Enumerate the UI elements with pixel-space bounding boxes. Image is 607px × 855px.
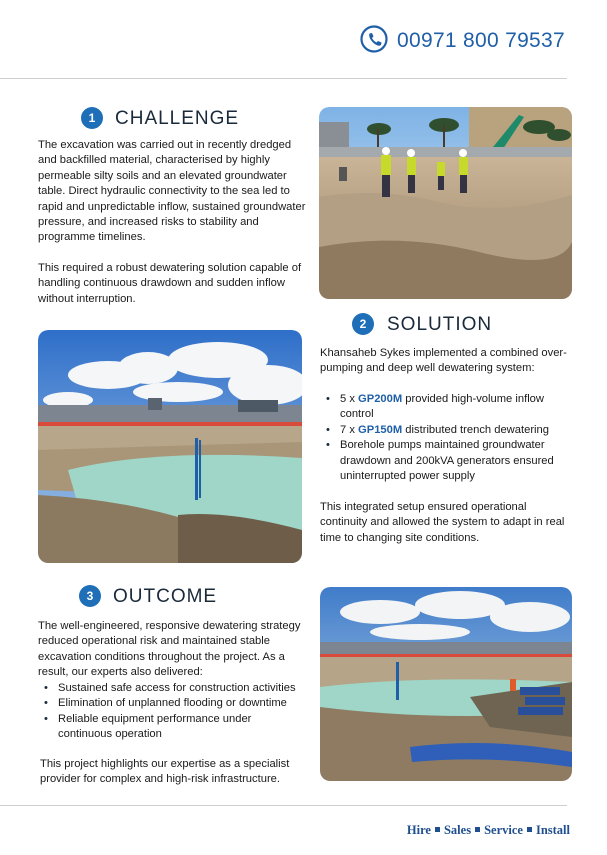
footer-item: Service (484, 823, 523, 837)
solution-bullet-list (320, 392, 570, 484)
challenge-heading: CHALLENGE (115, 108, 240, 129)
solution-closing: This integrated setup ensured operational continuity and allowed the system to adapt in real time to changing site conditions. (320, 501, 565, 544)
outcome-bullet-list (38, 681, 308, 743)
section-number-badge: 3 (79, 585, 101, 607)
challenge-paragraph-2: This required a robust dewatering solution capable of handling continuous drawdown and sudden inflow without interruption. (38, 261, 302, 305)
list-item: • Sustained safe access for construction activities (38, 681, 308, 696)
footer-services (407, 823, 570, 838)
square-bullet-icon (435, 827, 440, 832)
header-divider (0, 78, 567, 79)
footer-divider (0, 805, 567, 806)
outcome-intro: The well-engineered, responsive dewatering strategy reduced operational risk and maintained stable excavation conditions throughout the project. As a result, our experts also delivered: (38, 620, 301, 679)
section-number-badge: 1 (81, 107, 103, 129)
footer-item: Hire (406, 823, 431, 837)
solution-intro: Khansaheb Sykes implemented a combined over-pumping and deep well dewatering system: (320, 347, 567, 375)
solution-heading: SOLUTION (387, 314, 493, 335)
site-workers-photo (319, 107, 572, 299)
footer-item: Sales (443, 823, 472, 837)
phone-icon (360, 25, 388, 53)
section-number-badge: 2 (352, 313, 374, 335)
list-item: • Reliable equipment performance under continuous operation (38, 712, 308, 743)
list-item: • 5 x GP200M provided high-volume inflow control (320, 392, 570, 423)
pump-installation-photo (320, 587, 572, 781)
flooded-excavation-photo (38, 330, 302, 563)
outcome-heading: OUTCOME (113, 586, 218, 607)
outcome-closing: This project highlights our expertise as a specialist provider for complex and high-risk infrastructure. (40, 758, 290, 786)
list-item: • Borehole pumps maintained groundwater drawdown and 200kVA generators ensured uninterrupted power supply (320, 438, 570, 484)
challenge-paragraph-1: The excavation was carried out in recently dredged and backfilled material, characterised by highly permeable silty soils and an elevated groundwater table. Direct hydraulic connectivity to the sea led to rapid and unpredictable inflow, sustained groundwater pressure, and increased risks to stability and programme timelines. (38, 139, 306, 244)
challenge-text (38, 138, 310, 307)
list-item: • Elimination of unplanned flooding or downtime (38, 696, 308, 711)
phone-number[interactable]: 00971 800 79537 (397, 29, 565, 52)
square-bullet-icon (475, 827, 480, 832)
list-item: • 7 x GP150M distributed trench dewatering (320, 423, 570, 438)
square-bullet-icon (527, 827, 532, 832)
footer-item: Install (535, 823, 570, 837)
